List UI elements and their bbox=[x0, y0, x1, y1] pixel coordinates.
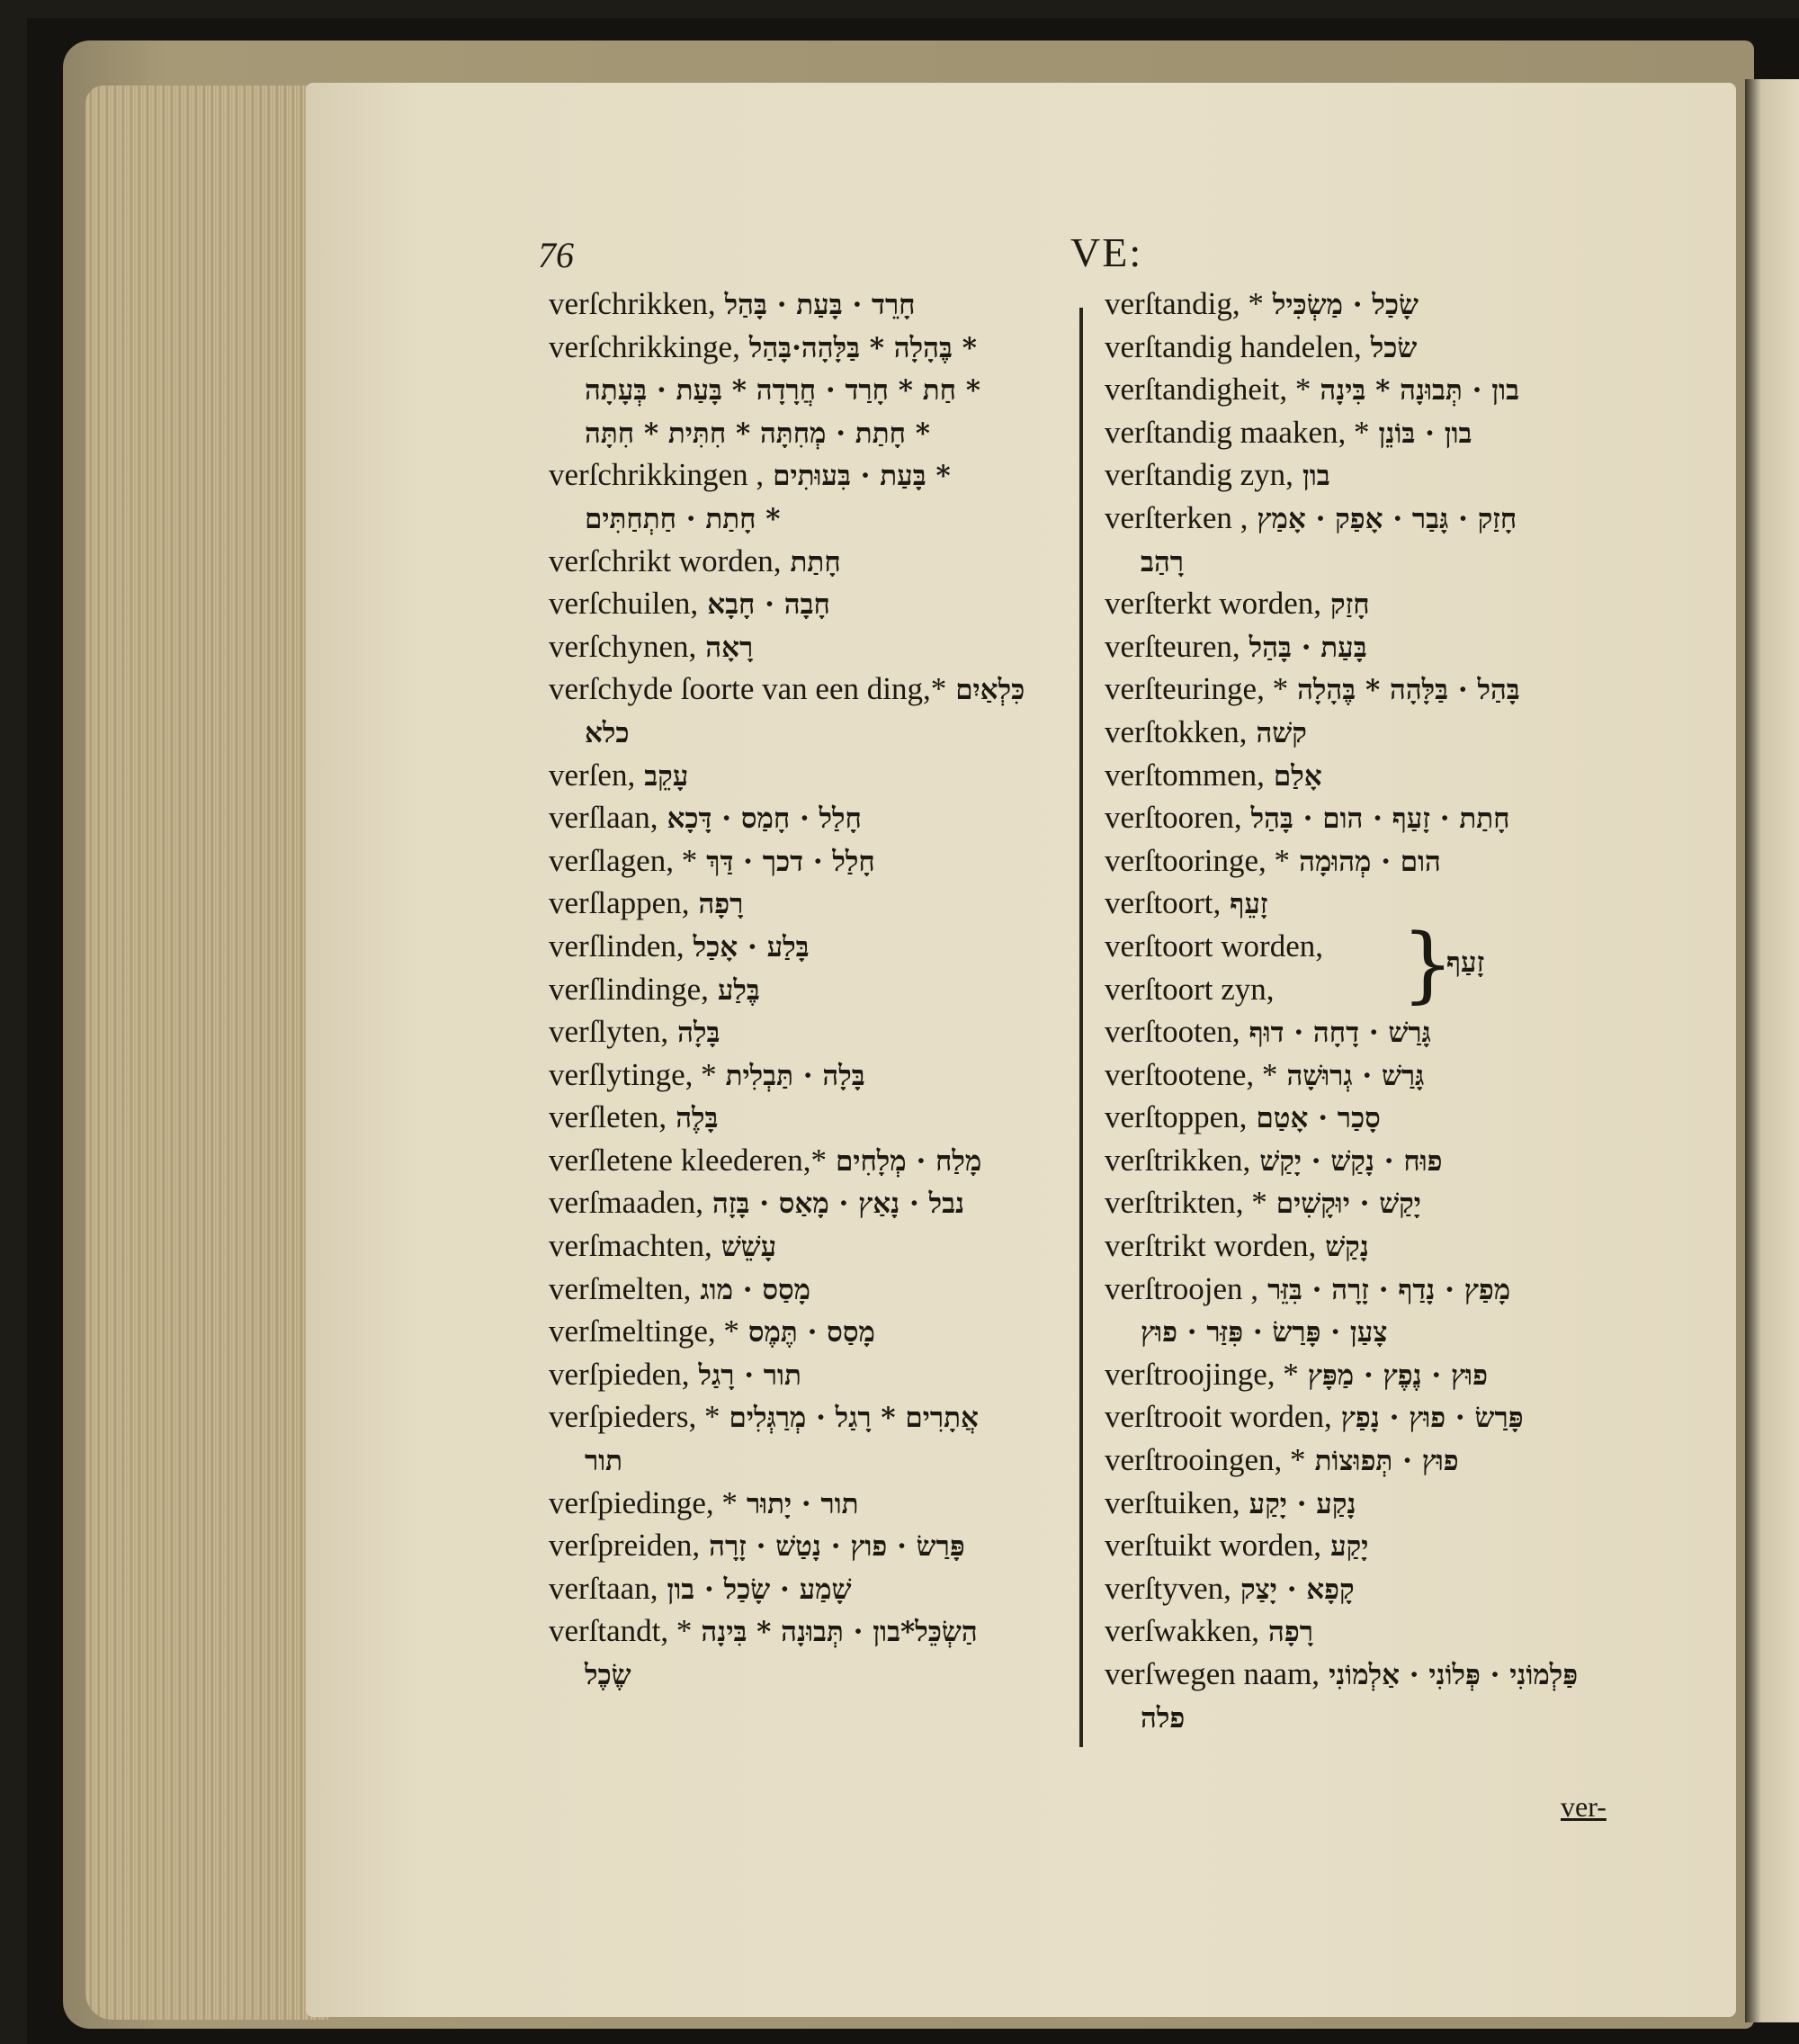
hebrew-translation: אָלַם bbox=[1273, 759, 1322, 793]
dutch-headword: verſtoort, bbox=[1105, 885, 1222, 921]
hebrew-translation: תור · יָתוּר bbox=[746, 1487, 859, 1520]
dictionary-entry bbox=[1105, 1310, 1653, 1353]
dutch-headword: verſtaan, bbox=[549, 1570, 658, 1606]
dutch-headword: verſtandt, * bbox=[549, 1613, 693, 1649]
dutch-headword: verſchynen, bbox=[549, 628, 697, 664]
hebrew-translation: עָקֵב bbox=[644, 759, 689, 793]
dictionary-entry bbox=[549, 1567, 1079, 1610]
hebrew-translation: פוּח · נָקַשׁ · יָקַשׁ bbox=[1259, 1144, 1443, 1178]
dictionary-entry bbox=[549, 1096, 1079, 1139]
hebrew-translation: בון · תְּבוּנָה * בִּינָה bbox=[1320, 374, 1520, 408]
dictionary-entry bbox=[549, 411, 1079, 454]
hebrew-translation: תור bbox=[585, 1445, 623, 1478]
dutch-headword: verſtrooit worden, bbox=[1105, 1399, 1332, 1435]
dictionary-entry bbox=[549, 540, 1079, 583]
hebrew-translation: * בֶּהָלָה * בַּלָּהָה·בָּהַל bbox=[748, 331, 977, 364]
dictionary-entry bbox=[1105, 1482, 1653, 1525]
dictionary-entry bbox=[549, 1181, 1079, 1224]
dutch-headword: verſchrikkinge, bbox=[549, 328, 740, 364]
dictionary-entry bbox=[1105, 1524, 1653, 1567]
dutch-headword: verſmeltinge, * bbox=[549, 1313, 739, 1349]
hebrew-translation: * חַת * חָרַד · חֲרָדָה * בָּעַת · בְּעָתָה bbox=[585, 374, 981, 408]
dutch-headword: verſtuiken, bbox=[1105, 1484, 1240, 1520]
dictionary-entry bbox=[1105, 1139, 1653, 1182]
dictionary-entry bbox=[549, 1353, 1079, 1396]
hebrew-translation: אֲתָרִים * רָגַל · מְרַגְּלִים bbox=[729, 1402, 979, 1435]
dictionary-entry bbox=[549, 1395, 1079, 1439]
hebrew-translation: יָקַע bbox=[1330, 1530, 1369, 1564]
dictionary-entry bbox=[549, 1139, 1079, 1182]
dutch-headword: verſlinden, bbox=[549, 928, 685, 964]
dictionary-entry bbox=[549, 1653, 1079, 1696]
hebrew-translation: פָּרַשׂ · פוּץ · נָפַץ bbox=[1340, 1402, 1524, 1435]
dictionary-entry bbox=[549, 796, 1079, 839]
dictionary-entry bbox=[1105, 326, 1653, 369]
dictionary-entry bbox=[1105, 1653, 1653, 1696]
hebrew-translation: פָּרַשׂ · פוץ · נָטַשׁ · זָרָה bbox=[709, 1530, 965, 1564]
dictionary-entry bbox=[1105, 1096, 1653, 1139]
dutch-headword: verſtokken, bbox=[1105, 713, 1248, 749]
hebrew-translation: בָּלַע · אָכַל bbox=[693, 930, 810, 964]
column-divider bbox=[1079, 308, 1083, 1747]
dictionary-entry bbox=[1105, 925, 1653, 968]
dutch-headword: verſtandig handelen, bbox=[1105, 328, 1362, 364]
grouping-brace: } bbox=[1401, 916, 1454, 1012]
hebrew-translation: קשׁה bbox=[1256, 716, 1307, 749]
hebrew-translation: יָקַשׁ · יוּקָשִׁים bbox=[1275, 1188, 1421, 1221]
dictionary-entry bbox=[1105, 453, 1653, 497]
hebrew-translation: כִּלְאַיִם bbox=[955, 674, 1025, 707]
dutch-headword: verſpiedinge, * bbox=[549, 1484, 738, 1520]
dutch-headword: verſen, bbox=[549, 757, 636, 793]
hebrew-translation: בֶּלַע bbox=[717, 973, 760, 1007]
dutch-headword: verſmelten, bbox=[549, 1270, 692, 1306]
hebrew-translation: * בָּעַת · בִּעוּתִים bbox=[773, 460, 951, 493]
hebrew-translation: פלה bbox=[1141, 1701, 1186, 1735]
dictionary-entry bbox=[549, 754, 1079, 797]
hebrew-translation: פוּץ · נֶפֶץ · מַפָּץ bbox=[1307, 1358, 1488, 1392]
dictionary-entry bbox=[549, 582, 1079, 625]
hebrew-translation: חָבָה · חָבָא bbox=[707, 588, 830, 622]
dictionary-entry bbox=[1105, 1609, 1653, 1653]
dutch-headword: verſlaan, bbox=[549, 800, 658, 836]
hebrew-translation: כלא bbox=[585, 716, 630, 749]
hebrew-translation: שֶׂכֶל bbox=[585, 1659, 631, 1691]
dictionary-entry bbox=[549, 711, 1079, 754]
dutch-headword: verſchyde ſoorte van een ding,* bbox=[549, 671, 947, 707]
dutch-headword: verſlappen, bbox=[549, 885, 690, 921]
dictionary-entry bbox=[1105, 1395, 1653, 1439]
dutch-headword: verſpieden, bbox=[549, 1356, 690, 1392]
dictionary-entry bbox=[549, 1482, 1079, 1525]
dutch-headword: verſchrikkingen , bbox=[549, 457, 765, 493]
dutch-headword: verſtandigheit, * bbox=[1105, 372, 1311, 408]
dictionary-entry bbox=[549, 882, 1079, 925]
dutch-headword: verſpreiden, bbox=[549, 1528, 701, 1564]
hebrew-translation: תור · רָגַל bbox=[698, 1358, 801, 1392]
dutch-headword: verſtandig zyn, bbox=[1105, 457, 1293, 493]
dictionary-entry bbox=[549, 925, 1079, 968]
hebrew-translation: קָפָא · יָצַק bbox=[1240, 1573, 1355, 1606]
dictionary-entry bbox=[1105, 368, 1653, 411]
dictionary-entry bbox=[549, 668, 1079, 711]
hebrew-translation: בָּלֶה bbox=[676, 1102, 719, 1135]
dictionary-entry bbox=[1105, 796, 1653, 839]
hebrew-translation: חָזַק bbox=[1330, 588, 1370, 622]
dictionary-entry bbox=[1105, 968, 1653, 1011]
dictionary-entry bbox=[1105, 540, 1653, 583]
dictionary-entry bbox=[549, 839, 1079, 883]
hebrew-translation: מָלַח · מְלָחִים bbox=[835, 1144, 982, 1178]
dutch-headword: verſtandig maaken, * bbox=[1105, 414, 1370, 450]
dictionary-entry bbox=[1105, 839, 1653, 883]
hebrew-translation: נָקַשׁ bbox=[1325, 1231, 1369, 1264]
dutch-headword: verſtoppen, bbox=[1105, 1099, 1248, 1135]
dutch-headword: verſtuikt worden, bbox=[1105, 1528, 1322, 1564]
dictionary-entry bbox=[1105, 1010, 1653, 1053]
hebrew-translation: חָלַל · דכך · דַּךְ bbox=[706, 845, 875, 878]
dictionary-entry bbox=[1105, 282, 1653, 326]
hebrew-translation: צָעַן · פָּרַשׂ · פִּזַּר · פוּץ bbox=[1141, 1316, 1388, 1349]
running-head: VE: bbox=[1070, 229, 1143, 275]
dictionary-entry bbox=[1105, 882, 1653, 925]
dutch-headword: verſtrooingen, * bbox=[1105, 1442, 1306, 1478]
book-page bbox=[306, 83, 1736, 2017]
page-edges bbox=[85, 85, 328, 2020]
hebrew-translation: נָקַע · יָקַע bbox=[1249, 1487, 1356, 1520]
hebrew-translation: רָאָה bbox=[705, 631, 754, 664]
hebrew-translation: בון bbox=[1302, 460, 1330, 493]
dictionary-entry bbox=[1105, 582, 1653, 625]
hebrew-translation: חָרֵד · בָּעַת · בָּהַל bbox=[724, 289, 916, 321]
dutch-headword: verſterkt worden, bbox=[1105, 586, 1322, 622]
dutch-headword: verſlagen, * bbox=[549, 842, 698, 878]
hebrew-translation: הַשְׂכֵּל*בון · תְּבוּנָה * בִּינָה bbox=[701, 1616, 978, 1649]
hebrew-translation: מָסַס · מוג bbox=[700, 1273, 810, 1306]
hebrew-translation: רָפָה bbox=[698, 888, 744, 921]
dutch-headword: verſtooringe, * bbox=[1105, 842, 1291, 878]
dictionary-entry bbox=[549, 453, 1079, 497]
hebrew-translation: בָּעַת · בָּהַל bbox=[1249, 631, 1367, 664]
hebrew-translation: פוּץ · תְּפוּצוֹת bbox=[1314, 1445, 1459, 1478]
dictionary-entry bbox=[1105, 1268, 1653, 1311]
dutch-headword: verſterken , bbox=[1105, 499, 1249, 535]
hebrew-translation: גָּרַשׁ · גְרוּשָׁה bbox=[1286, 1059, 1425, 1092]
dutch-headword: verſchrikken, bbox=[549, 286, 716, 321]
hebrew-translation: * חָתַת · חַתְחַתִּים bbox=[585, 502, 781, 535]
dutch-headword: verſtandig, * bbox=[1105, 286, 1264, 321]
hebrew-translation: חָתַת bbox=[790, 545, 841, 578]
dictionary-entry bbox=[549, 968, 1079, 1011]
dictionary-entry bbox=[549, 1224, 1079, 1268]
hebrew-translation: שׂכל bbox=[1370, 331, 1418, 364]
catchword: ver- bbox=[1561, 1790, 1607, 1823]
dictionary-entry bbox=[1105, 1053, 1653, 1097]
dictionary-entry bbox=[549, 1439, 1079, 1482]
dutch-headword: verſchuilen, bbox=[549, 586, 699, 622]
dictionary-entry bbox=[1105, 411, 1653, 454]
dutch-headword: verſteuren, bbox=[1105, 628, 1240, 664]
hebrew-translation: סָכַר · אָטַם bbox=[1256, 1102, 1381, 1135]
hebrew-translation: בָּלָה · תַּבְלִית bbox=[725, 1059, 865, 1092]
dictionary-entry bbox=[549, 1053, 1079, 1097]
hebrew-translation: הום · מְהוּמָה bbox=[1299, 845, 1441, 878]
hebrew-translation: זָעֵף bbox=[1230, 888, 1268, 921]
dictionary-entry bbox=[1105, 1439, 1653, 1482]
dictionary-entry bbox=[1105, 1696, 1653, 1739]
dutch-headword: verſtommen, bbox=[1105, 757, 1265, 793]
next-page-edge bbox=[1745, 79, 1799, 2022]
left-column bbox=[549, 282, 1079, 1696]
dutch-headword: verſteuringe, * bbox=[1105, 671, 1289, 707]
dictionary-entry bbox=[1105, 711, 1653, 754]
dictionary-entry bbox=[549, 326, 1079, 369]
dutch-headword: verſleten, bbox=[549, 1099, 667, 1135]
hebrew-translation: שָׂכַל · מַשְׂכִּיל bbox=[1272, 289, 1419, 321]
dutch-headword: verſtoort worden, bbox=[1105, 928, 1323, 964]
dictionary-entry bbox=[549, 1524, 1079, 1567]
hebrew-translation: מָסַס · תֶּמֶס bbox=[747, 1316, 875, 1349]
brace-hebrew-word: זָעַף bbox=[1446, 946, 1485, 979]
hebrew-translation: חָלַל · חָמַס · דָּכָא bbox=[667, 802, 862, 836]
hebrew-translation: עָשֵׁשׁ bbox=[720, 1231, 777, 1264]
dutch-headword: verſlytinge, * bbox=[549, 1056, 717, 1092]
dictionary-entry bbox=[1105, 1181, 1653, 1224]
hebrew-translation: רָהַב bbox=[1141, 545, 1184, 578]
dictionary-entry bbox=[1105, 1567, 1653, 1610]
dictionary-entry bbox=[549, 625, 1079, 668]
dutch-headword: verſtoort zyn, bbox=[1105, 971, 1275, 1007]
dutch-headword: verſtroojinge, * bbox=[1105, 1356, 1299, 1392]
dutch-headword: verſtootene, * bbox=[1105, 1056, 1278, 1092]
dictionary-entry bbox=[549, 282, 1079, 326]
hebrew-translation: * חָתַת · מְחִתָּה * חִתִּית * חִתָּה bbox=[585, 417, 930, 450]
hebrew-translation: רָפָה bbox=[1268, 1616, 1313, 1649]
hebrew-translation: מָפַץ · נָדַף · זָרָה · בִּזֵּר bbox=[1267, 1273, 1511, 1306]
dutch-headword: verſchrikt worden, bbox=[549, 542, 782, 578]
dutch-headword: verſtooten, bbox=[1105, 1014, 1240, 1050]
hebrew-translation: פַּלְמוֹנִי · פְּלוֹנִי · אַלְמוֹנִי bbox=[1329, 1659, 1579, 1691]
hebrew-translation: בָּלָה bbox=[677, 1017, 720, 1050]
dutch-headword: verſtrikten, * bbox=[1105, 1185, 1267, 1221]
dictionary-entry bbox=[1105, 497, 1653, 540]
hebrew-translation: שָׁמַע · שָׂכַל · בון bbox=[667, 1573, 852, 1606]
dictionary-entry bbox=[1105, 625, 1653, 668]
dictionary-entry bbox=[549, 1268, 1079, 1311]
hebrew-translation: בון · בּוֹנֵן bbox=[1378, 417, 1472, 450]
hebrew-translation: חָתַת · זָעַף · הום · בָּהַל bbox=[1250, 802, 1510, 836]
dictionary-entry bbox=[1105, 668, 1653, 711]
dutch-headword: verſlyten, bbox=[549, 1014, 669, 1050]
dictionary-entry bbox=[1105, 1224, 1653, 1268]
hebrew-translation: בָּהַל · בַּלָּהָה * בֶּהָלָה bbox=[1297, 674, 1520, 707]
dictionary-entry bbox=[549, 368, 1079, 411]
dutch-headword: verſlindinge, bbox=[549, 971, 709, 1007]
dutch-headword: verſpieders, * bbox=[549, 1399, 720, 1435]
dutch-headword: verſtrikt worden, bbox=[1105, 1228, 1317, 1264]
dutch-headword: verſtyven, bbox=[1105, 1570, 1231, 1606]
dutch-headword: verſtooren, bbox=[1105, 800, 1242, 836]
dutch-headword: verſtrikken, bbox=[1105, 1142, 1251, 1178]
hebrew-translation: חָזַק · גָּבַר · אָפַק · אָמַץ bbox=[1257, 502, 1517, 535]
hebrew-translation: נבל · נָאַץ · מָאַס · בָּזָה bbox=[712, 1188, 965, 1221]
page-number: 76 bbox=[538, 235, 574, 275]
dutch-headword: verſtroojen , bbox=[1105, 1270, 1259, 1306]
hebrew-translation: גָּרַשׁ · דָחָה · דוּף bbox=[1249, 1017, 1431, 1050]
dutch-headword: verſmachten, bbox=[549, 1228, 712, 1264]
dutch-headword: verſmaaden, bbox=[549, 1185, 703, 1221]
dictionary-entry bbox=[1105, 754, 1653, 797]
dictionary-entry bbox=[1105, 1353, 1653, 1396]
dictionary-entry bbox=[549, 497, 1079, 540]
dictionary-entry bbox=[549, 1310, 1079, 1353]
dutch-headword: verſletene kleederen,* bbox=[549, 1142, 827, 1178]
dutch-headword: verſwegen naam, bbox=[1105, 1656, 1320, 1691]
dictionary-entry bbox=[549, 1609, 1079, 1653]
right-column bbox=[1105, 282, 1653, 1738]
dutch-headword: verſwakken, bbox=[1105, 1613, 1260, 1649]
dictionary-entry bbox=[549, 1010, 1079, 1053]
